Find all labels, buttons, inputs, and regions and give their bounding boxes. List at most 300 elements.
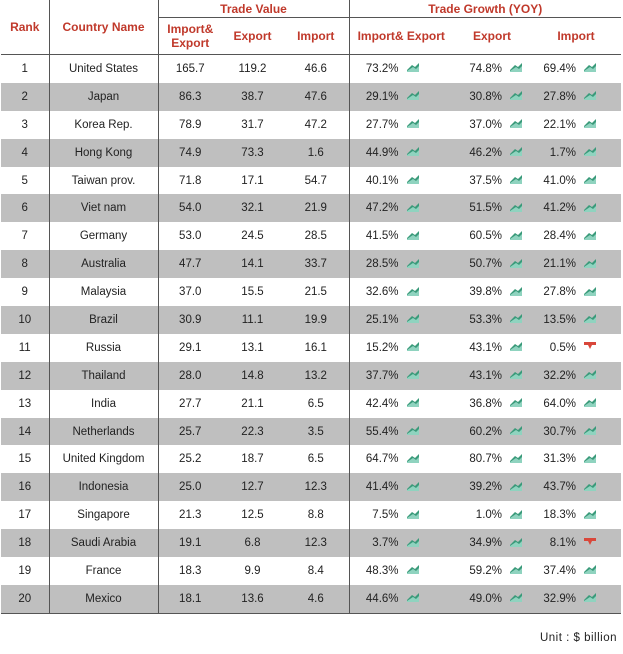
- growth-value: 30.7%: [543, 425, 577, 438]
- import-cell: 6.5: [307, 397, 324, 410]
- growth-value: 28.5%: [365, 258, 399, 271]
- rank-cell: 6: [1, 194, 49, 222]
- import-export-cell: 25.2: [158, 445, 222, 473]
- export-cell: 15.5: [241, 286, 264, 299]
- import-cell: 6.5: [307, 453, 324, 466]
- trend-up-icon: [510, 175, 522, 184]
- trend-up-icon: [584, 63, 596, 72]
- growth-cell: [531, 557, 621, 585]
- growth-cell: [349, 557, 453, 585]
- growth-value: 34.9%: [469, 537, 503, 550]
- trend-up-icon: [407, 426, 419, 435]
- trend-up-icon: [407, 175, 419, 184]
- table-row: [1, 557, 621, 585]
- trend-up-icon: [407, 259, 419, 268]
- trade-table: [1, 0, 621, 614]
- growth-value: 15.2%: [365, 341, 399, 354]
- import-cell: 21.5: [304, 286, 327, 299]
- growth-value: 28.4%: [543, 230, 577, 243]
- table-row: [1, 250, 621, 278]
- growth-cell: [531, 306, 621, 334]
- growth-value: 59.2%: [469, 564, 503, 577]
- growth-value: 48.3%: [365, 564, 399, 577]
- trend-up-icon: [407, 231, 419, 240]
- export-cell: 12.7: [222, 473, 283, 501]
- country-cell: Indonesia: [49, 473, 158, 501]
- export-cell: 14.8: [222, 362, 283, 390]
- growth-value: 60.5%: [469, 230, 503, 243]
- trend-up-icon: [510, 593, 522, 602]
- header-trade-growth: Trade Growth (YOY): [349, 0, 621, 18]
- table-row: [1, 83, 621, 111]
- growth-value: 27.8%: [543, 286, 577, 299]
- growth-cell: [531, 139, 621, 167]
- trend-down-icon: [584, 342, 596, 351]
- import-export-cell: 53.0: [158, 222, 222, 250]
- growth-value: 7.5%: [372, 509, 399, 522]
- growth-cell: [453, 529, 531, 557]
- growth-cell: [531, 334, 621, 362]
- import-export-cell: 18.1: [158, 585, 222, 613]
- growth-cell: [453, 194, 531, 222]
- trend-up-icon: [407, 398, 419, 407]
- rank-cell: 18: [1, 529, 49, 557]
- header-import-export-line1: Import&: [167, 22, 214, 36]
- growth-value: 44.6%: [365, 592, 399, 605]
- trend-up-icon: [510, 342, 522, 351]
- growth-value: 43.1%: [469, 369, 503, 382]
- export-cell: 18.7: [241, 453, 264, 466]
- growth-cell: [453, 278, 531, 306]
- import-cell: 21.9: [283, 194, 349, 222]
- rank-cell: 10: [1, 306, 49, 334]
- table-row: [1, 306, 621, 334]
- growth-cell: [531, 585, 621, 613]
- table-row: [1, 445, 621, 473]
- export-cell: 119.2: [238, 62, 267, 75]
- growth-value: 32.2%: [543, 369, 577, 382]
- growth-cell: [531, 501, 621, 529]
- trend-up-icon: [510, 454, 522, 463]
- growth-value: 8.1%: [549, 537, 577, 550]
- export-cell: 32.1: [222, 194, 283, 222]
- trend-up-icon: [510, 259, 522, 268]
- trend-up-icon: [407, 538, 419, 547]
- growth-value: 64.0%: [543, 397, 577, 410]
- growth-cell: [349, 334, 453, 362]
- import-cell: 28.5: [304, 230, 327, 243]
- growth-cell: [453, 334, 531, 362]
- growth-cell: [453, 250, 531, 278]
- import-cell: 12.3: [283, 473, 349, 501]
- country-cell: Australia: [49, 250, 158, 278]
- growth-value: 25.1%: [365, 313, 399, 326]
- growth-value: 37.5%: [469, 174, 503, 187]
- growth-cell: [453, 306, 531, 334]
- country-cell: France: [49, 557, 158, 585]
- growth-cell: [453, 83, 531, 111]
- growth-cell: [349, 194, 453, 222]
- trend-up-icon: [584, 370, 596, 379]
- trend-up-icon: [407, 510, 419, 519]
- growth-cell: [453, 167, 531, 195]
- table-row: [1, 139, 621, 167]
- growth-value: 32.9%: [543, 592, 577, 605]
- header-import-export-line2: Export: [171, 36, 210, 50]
- growth-cell: [531, 418, 621, 446]
- import-export-cell: 21.3: [158, 501, 222, 529]
- growth-cell: [531, 473, 621, 501]
- growth-value: 0.5%: [549, 341, 577, 354]
- rank-cell: 11: [18, 341, 31, 354]
- trend-up-icon: [510, 565, 522, 574]
- country-cell: Singapore: [49, 501, 158, 529]
- growth-value: 55.4%: [365, 425, 399, 438]
- import-export-cell: 86.3: [158, 83, 222, 111]
- import-export-cell: 71.8: [158, 167, 222, 195]
- rank-cell: 12: [1, 362, 49, 390]
- growth-cell: [349, 83, 453, 111]
- growth-value: 32.6%: [365, 286, 399, 299]
- growth-cell: [531, 167, 621, 195]
- growth-cell: [453, 445, 531, 473]
- trend-up-icon: [584, 426, 596, 435]
- trend-up-icon: [510, 91, 522, 100]
- export-cell: 6.8: [222, 529, 283, 557]
- growth-value: 46.2%: [469, 146, 503, 159]
- import-cell: 13.2: [283, 362, 349, 390]
- growth-cell: [349, 585, 453, 613]
- rank-cell: 15: [18, 453, 32, 466]
- table-row: [1, 222, 621, 250]
- table-row: [1, 585, 621, 613]
- country-cell: Brazil: [49, 306, 158, 334]
- export-cell: 11.1: [222, 306, 283, 334]
- import-cell: 8.8: [307, 509, 324, 522]
- country-cell: Taiwan prov.: [49, 167, 158, 195]
- export-cell: 12.5: [241, 509, 264, 522]
- import-export-cell: 18.3: [158, 557, 222, 585]
- growth-value: 22.1%: [543, 118, 577, 131]
- import-export-cell: 25.0: [158, 473, 222, 501]
- header-growth-import-export: Import& Export: [349, 18, 453, 55]
- growth-value: 37.0%: [469, 118, 503, 131]
- trend-up-icon: [584, 454, 596, 463]
- country-cell: Hong Kong: [49, 139, 158, 167]
- trend-up-icon: [407, 287, 419, 296]
- trend-up-icon: [407, 147, 419, 156]
- table-row: [1, 167, 621, 195]
- growth-cell: [349, 418, 453, 446]
- growth-value: 13.5%: [543, 313, 577, 326]
- growth-cell: [453, 362, 531, 390]
- growth-value: 73.2%: [365, 62, 399, 75]
- growth-value: 69.4%: [543, 62, 577, 75]
- import-export-cell: 30.9: [158, 306, 222, 334]
- growth-cell: [453, 501, 531, 529]
- import-export-cell: 78.9: [158, 111, 222, 139]
- growth-cell: [349, 529, 453, 557]
- growth-value: 43.1%: [469, 341, 503, 354]
- growth-cell: [349, 445, 453, 473]
- trend-up-icon: [510, 231, 522, 240]
- rank-cell: 19: [18, 564, 32, 577]
- export-cell: 38.7: [222, 83, 283, 111]
- growth-cell: [349, 473, 453, 501]
- header-growth-export: Export: [453, 18, 531, 55]
- trend-up-icon: [510, 119, 522, 128]
- country-cell: Viet nam: [49, 194, 158, 222]
- trend-up-icon: [584, 593, 596, 602]
- growth-value: 80.7%: [469, 453, 503, 466]
- trend-up-icon: [584, 231, 596, 240]
- import-cell: 19.9: [283, 306, 349, 334]
- country-cell: Korea Rep.: [49, 111, 158, 139]
- trend-up-icon: [407, 119, 419, 128]
- country-cell: Thailand: [49, 362, 158, 390]
- rank-cell: 7: [21, 230, 28, 243]
- growth-cell: [349, 55, 453, 83]
- import-cell: 3.5: [283, 418, 349, 446]
- table-row: [1, 473, 621, 501]
- country-cell: Malaysia: [49, 278, 158, 306]
- table-row: [1, 390, 621, 418]
- growth-cell: [453, 139, 531, 167]
- table-row: [1, 418, 621, 446]
- country-cell: Saudi Arabia: [49, 529, 158, 557]
- header-growth-import: Import: [531, 18, 621, 55]
- import-export-cell: 47.7: [158, 250, 222, 278]
- country-cell: Netherlands: [49, 418, 158, 446]
- growth-cell: [349, 139, 453, 167]
- growth-value: 41.5%: [365, 230, 399, 243]
- import-export-cell: 74.9: [158, 139, 222, 167]
- header-trade-value: Trade Value: [158, 0, 349, 18]
- trend-up-icon: [510, 287, 522, 296]
- rank-cell: 3: [21, 118, 28, 131]
- growth-cell: [349, 390, 453, 418]
- import-export-cell: 28.0: [158, 362, 222, 390]
- table-row: [1, 111, 621, 139]
- rank-cell: 20: [1, 585, 49, 613]
- growth-value: 3.7%: [372, 537, 399, 550]
- growth-cell: [453, 557, 531, 585]
- trend-up-icon: [510, 314, 522, 323]
- export-cell: 24.5: [241, 230, 264, 243]
- growth-value: 64.7%: [365, 453, 399, 466]
- import-cell: 54.7: [304, 174, 327, 187]
- import-export-cell: 29.1: [158, 334, 222, 362]
- growth-value: 1.7%: [549, 146, 577, 159]
- trend-up-icon: [510, 538, 522, 547]
- growth-cell: [531, 55, 621, 83]
- table-row: [1, 529, 621, 557]
- export-cell: 13.6: [222, 585, 283, 613]
- growth-cell: [531, 111, 621, 139]
- growth-cell: [349, 167, 453, 195]
- header-rank: Rank: [1, 0, 49, 55]
- growth-cell: [531, 194, 621, 222]
- header-export: Export: [222, 18, 283, 55]
- trend-up-icon: [407, 565, 419, 574]
- trend-up-icon: [584, 482, 596, 491]
- trend-up-icon: [407, 454, 419, 463]
- import-cell: 47.2: [304, 118, 327, 131]
- growth-cell: [531, 529, 621, 557]
- growth-value: 47.2%: [365, 202, 399, 215]
- growth-cell: [531, 445, 621, 473]
- rank-cell: 2: [1, 83, 49, 111]
- trend-up-icon: [584, 91, 596, 100]
- import-cell: 16.1: [304, 341, 327, 354]
- growth-cell: [531, 390, 621, 418]
- import-cell: 1.6: [283, 139, 349, 167]
- rank-cell: 17: [18, 509, 32, 522]
- growth-value: 41.2%: [543, 202, 577, 215]
- growth-value: 60.2%: [469, 425, 503, 438]
- trend-up-icon: [584, 259, 596, 268]
- growth-cell: [349, 250, 453, 278]
- country-cell: Mexico: [49, 585, 158, 613]
- growth-value: 42.4%: [365, 397, 399, 410]
- growth-cell: [531, 362, 621, 390]
- growth-cell: [349, 501, 453, 529]
- trend-up-icon: [584, 119, 596, 128]
- growth-value: 51.5%: [469, 202, 503, 215]
- growth-cell: [531, 278, 621, 306]
- export-cell: 73.3: [222, 139, 283, 167]
- growth-cell: [453, 390, 531, 418]
- growth-value: 21.1%: [543, 258, 577, 271]
- growth-value: 44.9%: [365, 146, 399, 159]
- rank-cell: 1: [21, 62, 28, 75]
- growth-value: 50.7%: [469, 258, 503, 271]
- country-cell: United Kingdom: [49, 445, 158, 473]
- growth-value: 27.7%: [365, 118, 399, 131]
- trend-up-icon: [510, 63, 522, 72]
- trend-up-icon: [584, 203, 596, 212]
- growth-value: 41.0%: [543, 174, 577, 187]
- trend-up-icon: [584, 398, 596, 407]
- rank-cell: 8: [1, 250, 49, 278]
- growth-value: 18.3%: [543, 509, 577, 522]
- table-row: [1, 278, 621, 306]
- growth-value: 39.2%: [469, 481, 503, 494]
- growth-value: 43.7%: [543, 481, 577, 494]
- trend-up-icon: [407, 63, 419, 72]
- table-row: [1, 334, 621, 362]
- import-export-cell: 37.0: [158, 278, 222, 306]
- table-row: [1, 55, 621, 83]
- growth-value: 53.3%: [469, 313, 503, 326]
- import-cell: 12.3: [283, 529, 349, 557]
- growth-cell: [531, 83, 621, 111]
- trend-up-icon: [584, 314, 596, 323]
- trend-up-icon: [407, 314, 419, 323]
- import-cell: 46.6: [304, 62, 327, 75]
- growth-cell: [349, 278, 453, 306]
- import-export-cell: 27.7: [158, 390, 222, 418]
- growth-cell: [531, 222, 621, 250]
- import-export-cell: 165.7: [158, 55, 222, 83]
- growth-value: 31.3%: [543, 453, 577, 466]
- growth-value: 1.0%: [475, 509, 503, 522]
- table-row: [1, 362, 621, 390]
- trend-up-icon: [510, 510, 522, 519]
- growth-value: 74.8%: [469, 62, 503, 75]
- growth-value: 36.8%: [469, 397, 503, 410]
- trend-up-icon: [407, 203, 419, 212]
- export-cell: 21.1: [241, 397, 264, 410]
- import-export-cell: 19.1: [158, 529, 222, 557]
- growth-value: 49.0%: [469, 592, 503, 605]
- growth-cell: [349, 222, 453, 250]
- trend-up-icon: [584, 175, 596, 184]
- rank-cell: 9: [21, 286, 28, 299]
- export-cell: 31.7: [241, 118, 264, 131]
- trend-up-icon: [510, 482, 522, 491]
- table-row: [1, 194, 621, 222]
- rank-cell: 4: [1, 139, 49, 167]
- table-body: [1, 55, 621, 614]
- rank-cell: 16: [1, 473, 49, 501]
- trend-up-icon: [510, 147, 522, 156]
- growth-value: 37.4%: [543, 564, 577, 577]
- trend-up-icon: [407, 482, 419, 491]
- import-export-cell: 25.7: [158, 418, 222, 446]
- trend-up-icon: [407, 342, 419, 351]
- growth-cell: [349, 362, 453, 390]
- trend-up-icon: [584, 147, 596, 156]
- trend-up-icon: [510, 398, 522, 407]
- export-cell: 22.3: [222, 418, 283, 446]
- import-cell: 8.4: [307, 564, 324, 577]
- rank-cell: 14: [1, 418, 49, 446]
- growth-cell: [531, 250, 621, 278]
- growth-cell: [349, 111, 453, 139]
- trend-up-icon: [407, 91, 419, 100]
- growth-cell: [453, 418, 531, 446]
- rank-cell: 13: [18, 397, 32, 410]
- growth-cell: [453, 222, 531, 250]
- country-cell: Russia: [49, 334, 158, 362]
- trend-up-icon: [510, 203, 522, 212]
- growth-value: 37.7%: [365, 369, 399, 382]
- table-row: [1, 501, 621, 529]
- growth-value: 29.1%: [365, 90, 399, 103]
- trend-up-icon: [510, 426, 522, 435]
- growth-cell: [453, 55, 531, 83]
- trend-up-icon: [584, 565, 596, 574]
- country-cell: United States: [49, 55, 158, 83]
- growth-cell: [453, 473, 531, 501]
- growth-cell: [453, 111, 531, 139]
- trend-down-icon: [584, 538, 596, 547]
- country-cell: India: [49, 390, 158, 418]
- trend-up-icon: [407, 370, 419, 379]
- trend-up-icon: [510, 370, 522, 379]
- growth-cell: [349, 306, 453, 334]
- growth-value: 40.1%: [365, 174, 399, 187]
- export-cell: 17.1: [241, 174, 264, 187]
- unit-note: Unit : $ billion: [539, 632, 617, 644]
- export-cell: 13.1: [241, 341, 264, 354]
- header-import: Import: [283, 18, 349, 55]
- import-cell: 4.6: [283, 585, 349, 613]
- growth-value: 27.8%: [543, 90, 577, 103]
- header-import-export: [158, 18, 222, 55]
- growth-value: 41.4%: [365, 481, 399, 494]
